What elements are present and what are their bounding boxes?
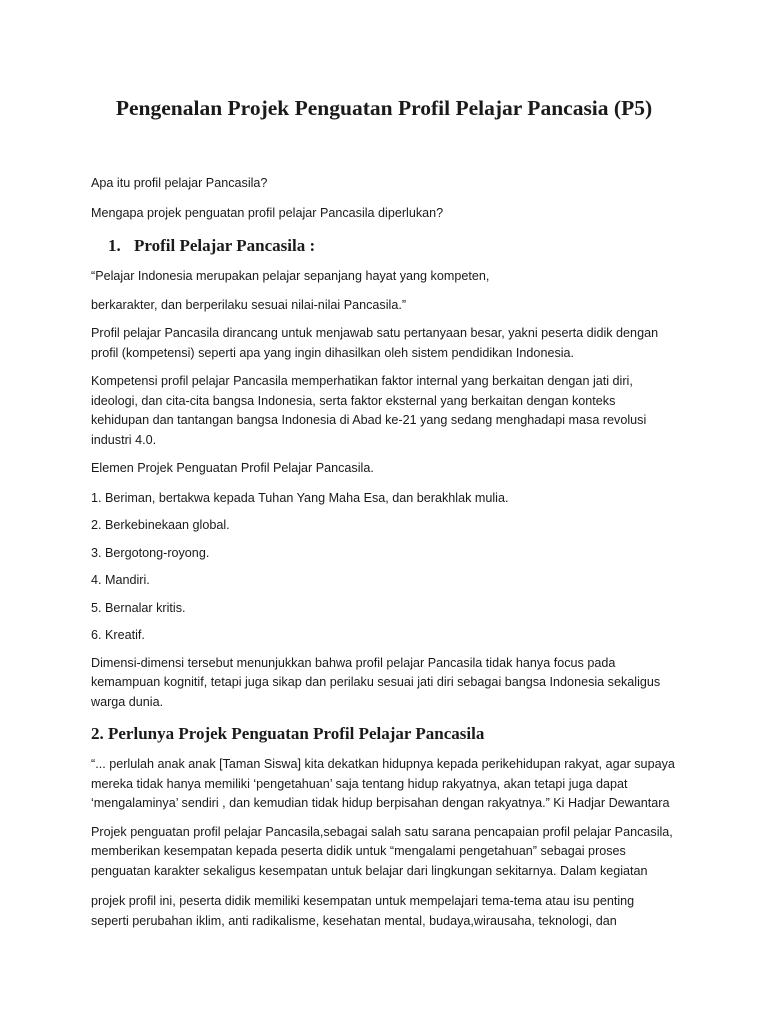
- paragraph-line: penguatan karakter sekaligus kesempatan untuk belajar dari lingkungan sekitarnya. Dalam kegiatan: [91, 863, 648, 878]
- elements-intro: Elemen Projek Penguatan Profil Pelajar Pancasila.: [91, 461, 374, 475]
- paragraph-line: mereka tidak hanya memiliki ‘pengetahuan’ saja tentang hidup rakyatnya, akan tetapi juga dapat: [91, 776, 628, 791]
- paragraph-line: profil (kompetensi) seperti apa yang ingin dihasilkan oleh sistem pendidikan Indonesia.: [91, 345, 575, 360]
- paragraph-line: seperti perubahan iklim, anti radikalisme, kesehatan mental, budaya,wirausaha, teknologi, dan: [91, 913, 617, 928]
- section2-paragraph-2: [91, 892, 691, 931]
- paragraph-line: kemampuan kognitif, tetapi juga sikap dan perilaku sesuai jati diri sebagai bangsa Indonesia sekaligus: [91, 675, 661, 689]
- document-body: [91, 174, 691, 931]
- paragraph-line: memberikan kesempatan kepada peserta didik untuk “mengalami pengetahuan” sebagai proses: [91, 844, 626, 858]
- paragraph-line: ‘mengalaminya’ sendiri , dan kemudian tidak hidup berpisahan dengan rakyatnya.” Ki Hadjar Dewantara: [91, 796, 670, 810]
- paragraph-line: ideologi, dan cita-cita bangsa Indonesia, serta faktor eksternal yang berkaitan dengan konteks: [91, 393, 616, 408]
- section1-number: 1.: [108, 236, 121, 255]
- paragraph-line: warga dunia.: [91, 694, 164, 709]
- intro-question-1: Apa itu profil pelajar Pancasila?: [91, 176, 268, 190]
- element-item-3: 3. Bergotong-royong.: [91, 545, 210, 560]
- element-item-1: 1. Beriman, bertakwa kepada Tuhan Yang Maha Esa, dan berakhlak mulia.: [91, 490, 509, 505]
- element-item-5: 5. Bernalar kritis.: [91, 600, 186, 615]
- paragraph-line: Projek penguatan profil pelajar Pancasila,sebagai salah satu sarana pencapaian profil pelajar Pancasila,: [91, 824, 673, 839]
- paragraph-line: Kompetensi profil pelajar Pancasila memperhatikan faktor internal yang berkaitan dengan jati diri,: [91, 374, 633, 388]
- section1-closing-paragraph: [91, 654, 691, 713]
- section1-paragraph-2: [91, 372, 691, 450]
- section1-paragraph-1: [91, 324, 691, 363]
- section1-heading-text: Profil Pelajar Pancasila :: [134, 236, 316, 255]
- section2-quote: [91, 755, 691, 814]
- section1-heading: [91, 235, 691, 257]
- section2-heading: 2. Perlunya Projek Penguatan Profil Pelajar Pancasila: [91, 724, 485, 743]
- document-title: Pengenalan Projek Penguatan Profil Pelajar Pancasia (P5): [115, 96, 653, 120]
- paragraph-line: kehidupan dan tantangan bangsa Indonesia di Abad ke-21 yang sedang menghadapi masa revolusi: [91, 413, 647, 427]
- paragraph-line: industri 4.0.: [91, 432, 157, 447]
- element-item-4: 4. Mandiri.: [91, 573, 150, 587]
- element-item-6: 6. Kreatif.: [91, 628, 145, 642]
- element-item-2: 2. Berkebinekaan global.: [91, 518, 230, 532]
- intro-question-2: Mengapa projek penguatan profil pelajar Pancasila diperlukan?: [91, 205, 444, 220]
- section1-quote-line-1: “Pelajar Indonesia merupakan pelajar sepanjang hayat yang kompeten,: [91, 269, 490, 283]
- paragraph-line: projek profil ini, peserta didik memiliki kesempatan untuk mempelajari tema-tema atau isu penting: [91, 894, 635, 908]
- section1-quote-line-2: berkarakter, dan berperilaku sesuai nilai-nilai Pancasila.”: [91, 297, 407, 312]
- section2-paragraph-1: [91, 823, 691, 882]
- paragraph-line: Profil pelajar Pancasila dirancang untuk menjawab satu pertanyaan besar, yakni peserta didik dengan: [91, 326, 659, 340]
- paragraph-line: “... perlulah anak anak [Taman Siswa] kita dekatkan hidupnya kepada perikehidupan rakyat, agar supaya: [91, 757, 675, 771]
- paragraph-line: Dimensi-dimensi tersebut menunjukkan bahwa profil pelajar Pancasila tidak hanya focus pada: [91, 655, 616, 670]
